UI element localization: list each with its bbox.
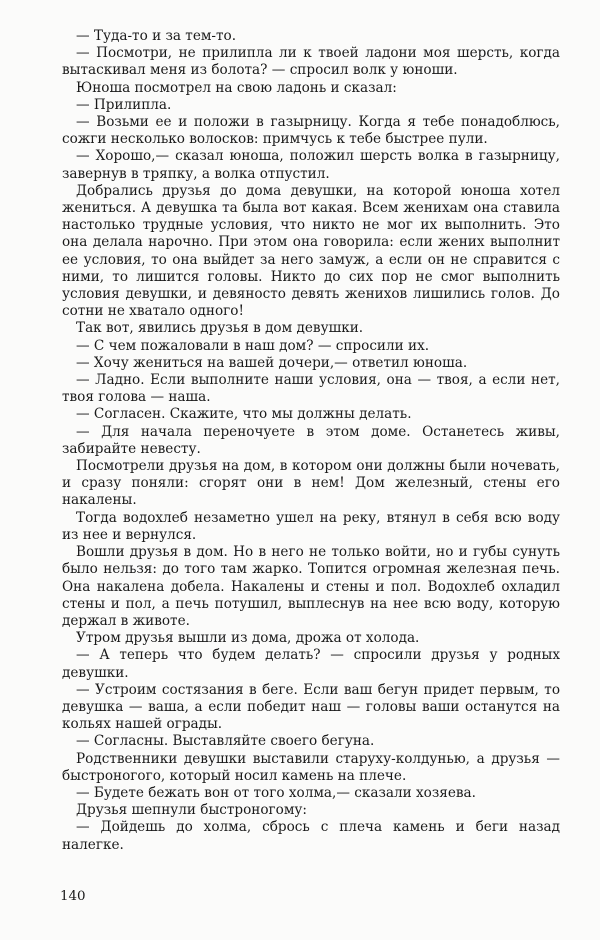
paragraph: Посмотрели друзья на дом, в котором они должны были ночевать, и сразу поняли: сгорят они в нем! Дом железный, стены его накалены. (62, 458, 560, 509)
paragraph: Друзья шепнули быстроногому: (76, 802, 308, 819)
paragraph: Юноша посмотрел на свою ладонь и сказал: (76, 79, 397, 96)
paragraph: Добрались друзья до дома девушки, на которой юноша хотел жениться. А девушка та была вот какая. Всем женихам она ставила настолько трудные условия, что никто не мог их выполнить. Это она делала нарочно. При этом она говорила: если жених выполнит ее условия, то она выйдет за него замуж, а если он не справится с ними, то лишится головы. Никто до сих пор не смог выполнить условия девушки, и девяносто девять женихов лишились голов. До сотни не хватало одного! (62, 182, 560, 320)
paragraph: Так вот, явились друзья в дом девушки. (76, 320, 364, 337)
paragraph: — Для начала переночуете в этом доме. Останетесь живы, забирайте невесту. (62, 423, 560, 457)
paragraph: Вошли друзья в дом. Но в него не только войти, но и губы сунуть было нельзя: до того там жарко. Топится огромная железная печь. Она накалена добела. Накалены и стены и пол. Водохлеб охладил стены и пол, а печь потушил, выплеснув на нее всю воду, которую держал в животе. (62, 544, 560, 629)
paragraph: — А теперь что будем делать? — спросили друзья у родных девушки. (62, 647, 560, 681)
paragraph: — Согласны. Выставляйте своего бегуна. (76, 733, 375, 750)
paragraph: — Устроим состязания в беге. Если ваш бегун придет первым, то девушка — ваша, а если победит наш — головы ваши останутся на кольях нашей ограды. (62, 681, 560, 733)
paragraph: — Хочу жениться на вашей дочери,— ответил юноша. (76, 354, 468, 371)
paragraph: — Посмотри, не прилипла ли к твоей ладони моя шерсть, когда вытаскивал меня из болота? — спросил волк у юноши. (62, 45, 560, 79)
paragraph: — Прилипла. (76, 96, 172, 113)
paragraph: Родственники девушки выставили старуху-колдунью, а друзья — быстроногого, который носил камень на плече. (62, 750, 560, 784)
paragraph: Утром друзья вышли из дома, дрожа от холода. (76, 630, 420, 647)
paragraph: — Дойдешь до холма, сбрось с плеча камень и беги назад налегке. (62, 819, 560, 853)
body-text (62, 28, 560, 854)
paragraph: Тогда водохлеб незаметно ушел на реку, втянул в себя всю воду из нее и вернулся. (62, 509, 560, 543)
paragraph: — Туда-то и за тем-то. (76, 28, 237, 44)
paragraph: — Хорошо,— сказал юноша, положил шерсть волка в газырницу, завернув в тряпку, а волка отпустил. (62, 148, 560, 182)
paragraph: — Ладно. Если выполните наши условия, она — твоя, а если нет, твоя голова — наша. (62, 372, 560, 406)
page-number: 140 (60, 889, 86, 904)
paragraph: — Возьми ее и положи в газырницу. Когда я тебе понадоблюсь, сожги несколько волосков: примчусь к тебе быстрее пули. (62, 114, 560, 148)
paragraph: — Согласен. Скажите, что мы должны делать. (76, 406, 412, 423)
paragraph: — Будете бежать вон от того холма,— сказали хозяева. (76, 784, 476, 801)
paragraph: — С чем пожаловали в наш дом? — спросили их. (76, 337, 430, 354)
